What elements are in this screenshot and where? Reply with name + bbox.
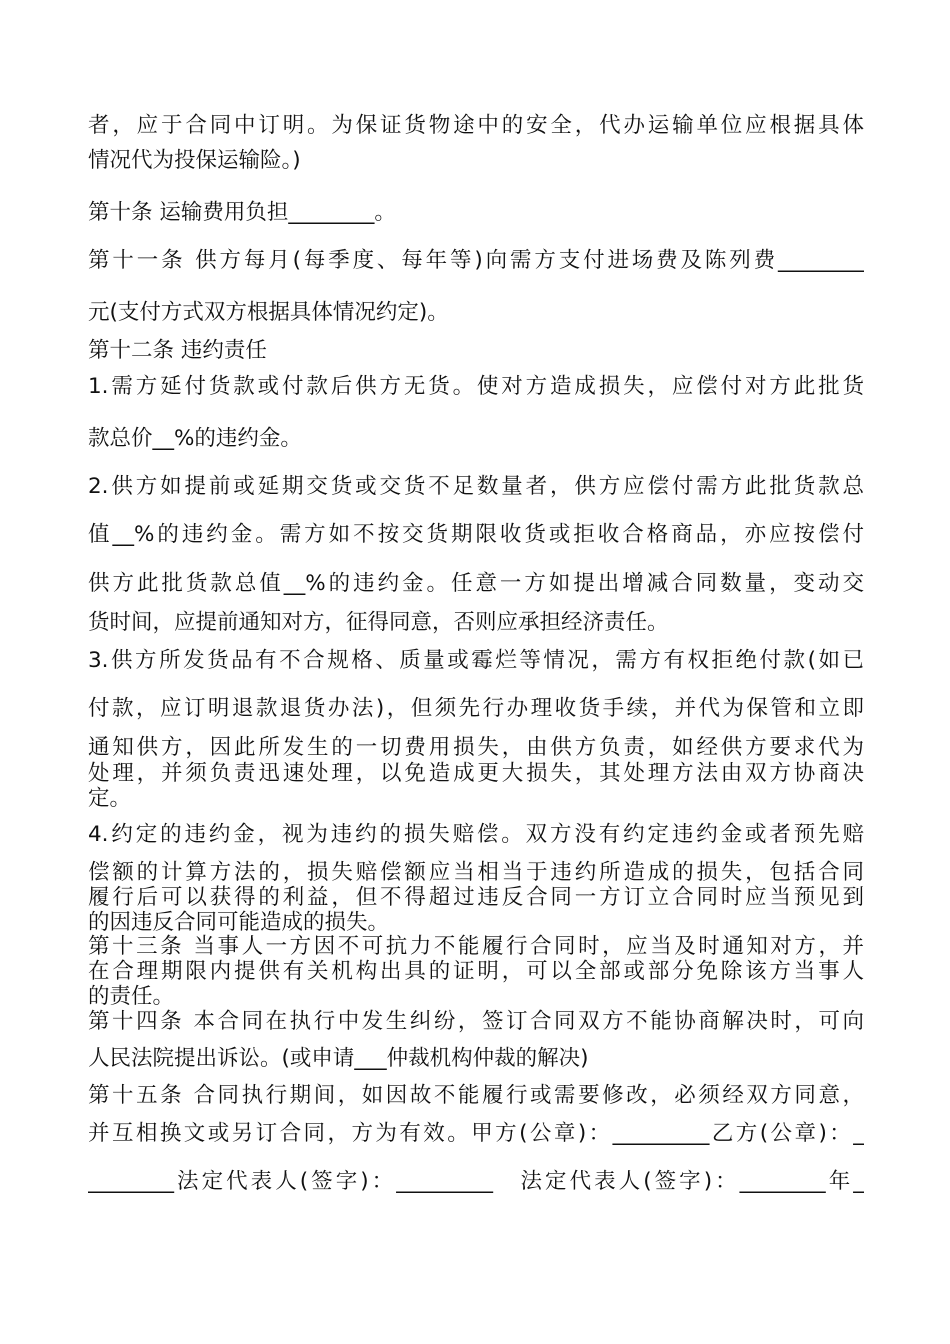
text-line: 元(支付方式双方根据具体情况约定)。 [88,300,449,325]
text-line: 1.需方延付货款或付款后供方无货。使对方造成损失，应偿付对方此批货 [88,374,864,399]
text-line: 货时间，应提前通知对方，征得同意，否则应承担经济责任。 [88,610,669,635]
text-line: 供方此批货款总值__%的违约金。任意一方如提出增减合同数量，变动交 [88,571,864,596]
text-line: 处理，并须负责迅速处理，以免造成更大损失，其处理方法由双方协商决 [88,761,864,786]
text-line: 付款，应订明退款退货办法)，但须先行办理收货手续，并代为保管和立即 [88,696,864,721]
text-line: 偿额的计算方法的，损失赔偿额应当相当于违约所造成的损失，包括合同 [88,860,864,885]
text-line: 人民法院提出诉讼。(或申请___仲裁机构仲裁的解决) [88,1046,589,1071]
text-line: 者，应于合同中订明。为保证货物途中的安全，代办运输单位应根据具体 [88,113,864,138]
text-line: 第十一条 供方每月(每季度、每年等)向需方支付进场费及陈列费________ [88,248,864,273]
text-line: 履行后可以获得的利益，但不得超过违反合同一方订立合同时应当预见到 [88,885,864,910]
text-line: 2.供方如提前或延期交货或交货不足数量者，供方应偿付需方此批货款总 [88,474,864,499]
text-line: 的责任。 [88,984,175,1009]
text-line: 在合理期限内提供有关机构出具的证明，可以全部或部分免除该方当事人 [88,959,864,984]
text-line: 3.供方所发货品有不合规格、质量或霉烂等情况，需方有权拒绝付款(如已 [88,648,864,673]
text-line: 情况代为投保运输险。) [88,148,301,173]
text-line: 通知供方，因此所发生的一切费用损失，由供方负责，如经供方要求代为 [88,735,864,760]
text-line: 4.约定的违约金，视为违约的损失赔偿。双方没有约定违约金或者预先赔 [88,822,864,847]
text-line: 值__%的违约金。需方如不按交货期限收货或拒收合格商品，亦应按偿付 [88,522,864,547]
text-line: 并互相换文或另订合同，方为有效。甲方(公章)：_________乙方(公章)：_ [88,1121,864,1146]
text-line: 第十四条 本合同在执行中发生纠纷，签订合同双方不能协商解决时，可向 [88,1009,864,1034]
text-line: 第十三条 当事人一方因不可抗力不能履行合同时，应当及时通知对方，并 [88,934,864,959]
text-line: 第十二条 违约责任 [88,338,267,363]
text-line: 定。 [88,786,132,811]
text-line: 款总价__%的违约金。 [88,426,302,451]
text-line: 第十五条 合同执行期间，如因故不能履行或需要修改，必须经双方同意， [88,1083,864,1108]
text-line: 的因违反合同可能造成的损失。 [88,910,390,935]
text-line: 第十条 运输费用负担________。 [88,200,396,225]
text-line: ________法定代表人(签字)：_________ 法定代表人(签字)：________年_ [88,1169,864,1194]
